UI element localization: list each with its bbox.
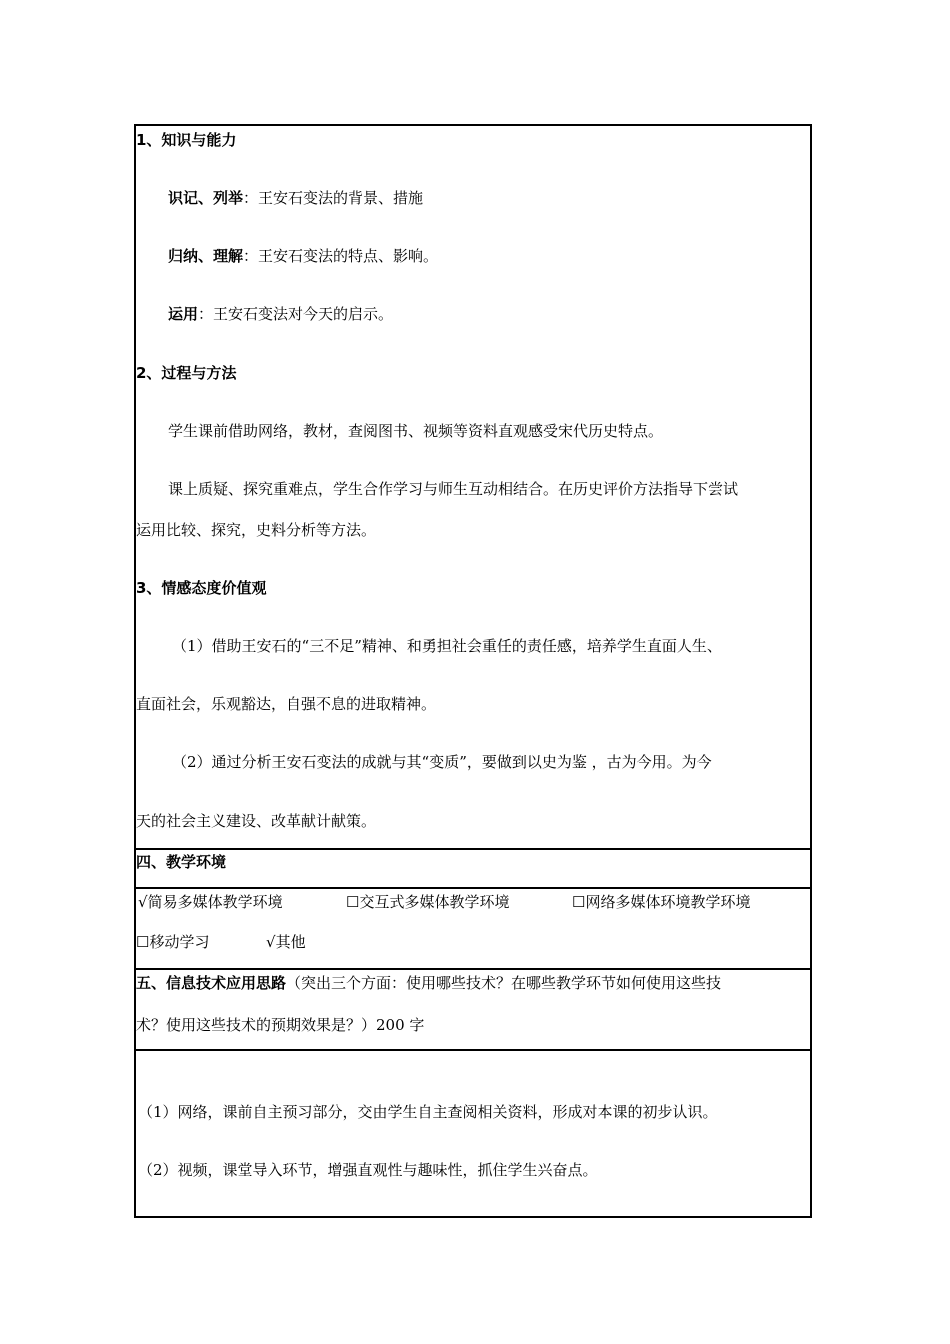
section5-heading-row [136, 973, 721, 993]
objective-text: 王安石变法的背景、措施 [258, 189, 424, 207]
objective-text: 王安石变法对今天的启示。 [213, 305, 394, 323]
check-icon: √ [266, 933, 276, 951]
objective-text: 王安石变法的特点、影响。 [258, 247, 439, 265]
env-option-mobile-learning[interactable] [136, 932, 209, 952]
checkbox-icon: ☐ [346, 893, 360, 911]
row-divider [136, 1049, 810, 1051]
objective-label: 归纳、理解 [168, 247, 244, 265]
values-paragraph-2-line-2: 天的社会主义建设、改革献计献策。 [136, 812, 377, 830]
tech-usage-2: （2）视频，课堂导入环节，增强直观性与趣味性，抓住学生兴奋点。 [138, 1161, 598, 1179]
section2-heading: 2、过程与方法 [136, 364, 237, 382]
section5-note: （突出三个方面：使用哪些技术？在哪些教学环节如何使用这些技 [286, 974, 722, 992]
option-label: 移动学习 [149, 933, 210, 951]
process-paragraph-2-line-1: 课上质疑、探究重难点，学生合作学习与师生互动相结合。在历史评价方法指导下尝试 [168, 480, 739, 498]
option-label: 网络多媒体环境教学环境 [585, 893, 751, 911]
row-divider [136, 848, 810, 850]
env-option-network-multimedia[interactable] [572, 892, 750, 912]
objective-label: 运用 [168, 305, 199, 323]
option-label: 交互式多媒体教学环境 [359, 893, 510, 911]
section3-heading: 3、情感态度价值观 [136, 579, 267, 597]
objective-summarize: 归纳、理解：王安石变法的特点、影响。 [168, 247, 439, 265]
row-divider [136, 887, 810, 889]
values-paragraph-1-line-2: 直面社会，乐观豁达，自强不息的进取精神。 [136, 695, 437, 713]
section5-heading: 五、信息技术应用思路 [136, 974, 287, 992]
process-paragraph-2-line-2: 运用比较、探究，史料分析等方法。 [136, 521, 377, 539]
objective-label: 识记、列举 [168, 189, 244, 207]
values-paragraph-2-line-1: （2）通过分析王安石变法的成就与其“变质”，要做到以史为鉴 ，古为今用。为今 [172, 753, 712, 771]
objective-recall: 识记、列举：王安石变法的背景、措施 [168, 189, 424, 207]
section5-note-line-2: 术？使用这些技术的预期效果是？）200 字 [136, 1016, 425, 1034]
tech-usage-1: （1）网络，课前自主预习部分，交由学生自主查阅相关资料，形成对本课的初步认识。 [138, 1103, 718, 1121]
env-option-interactive-multimedia[interactable] [346, 892, 509, 912]
checkbox-icon: ☐ [572, 893, 586, 911]
lesson-plan-table [134, 124, 812, 1218]
values-paragraph-1-line-1: （1）借助王安石的“三不足”精神、和勇担社会重任的责任感，培养学生直面人生、 [172, 637, 722, 655]
process-paragraph-1: 学生课前借助网络，教材，查阅图书、视频等资料直观感受宋代历史特点。 [168, 422, 664, 440]
row-divider [136, 968, 810, 970]
checkbox-icon: ☐ [136, 933, 150, 951]
option-label: 其他 [275, 933, 306, 951]
env-option-other[interactable] [266, 932, 306, 952]
env-option-simple-multimedia[interactable] [138, 892, 283, 912]
section1-heading: 1、知识与能力 [136, 131, 237, 149]
option-label: 简易多媒体教学环境 [147, 893, 283, 911]
objective-apply: 运用：王安石变法对今天的启示。 [168, 305, 394, 323]
check-icon: √ [138, 893, 148, 911]
section4-heading: 四、教学环境 [136, 853, 227, 871]
